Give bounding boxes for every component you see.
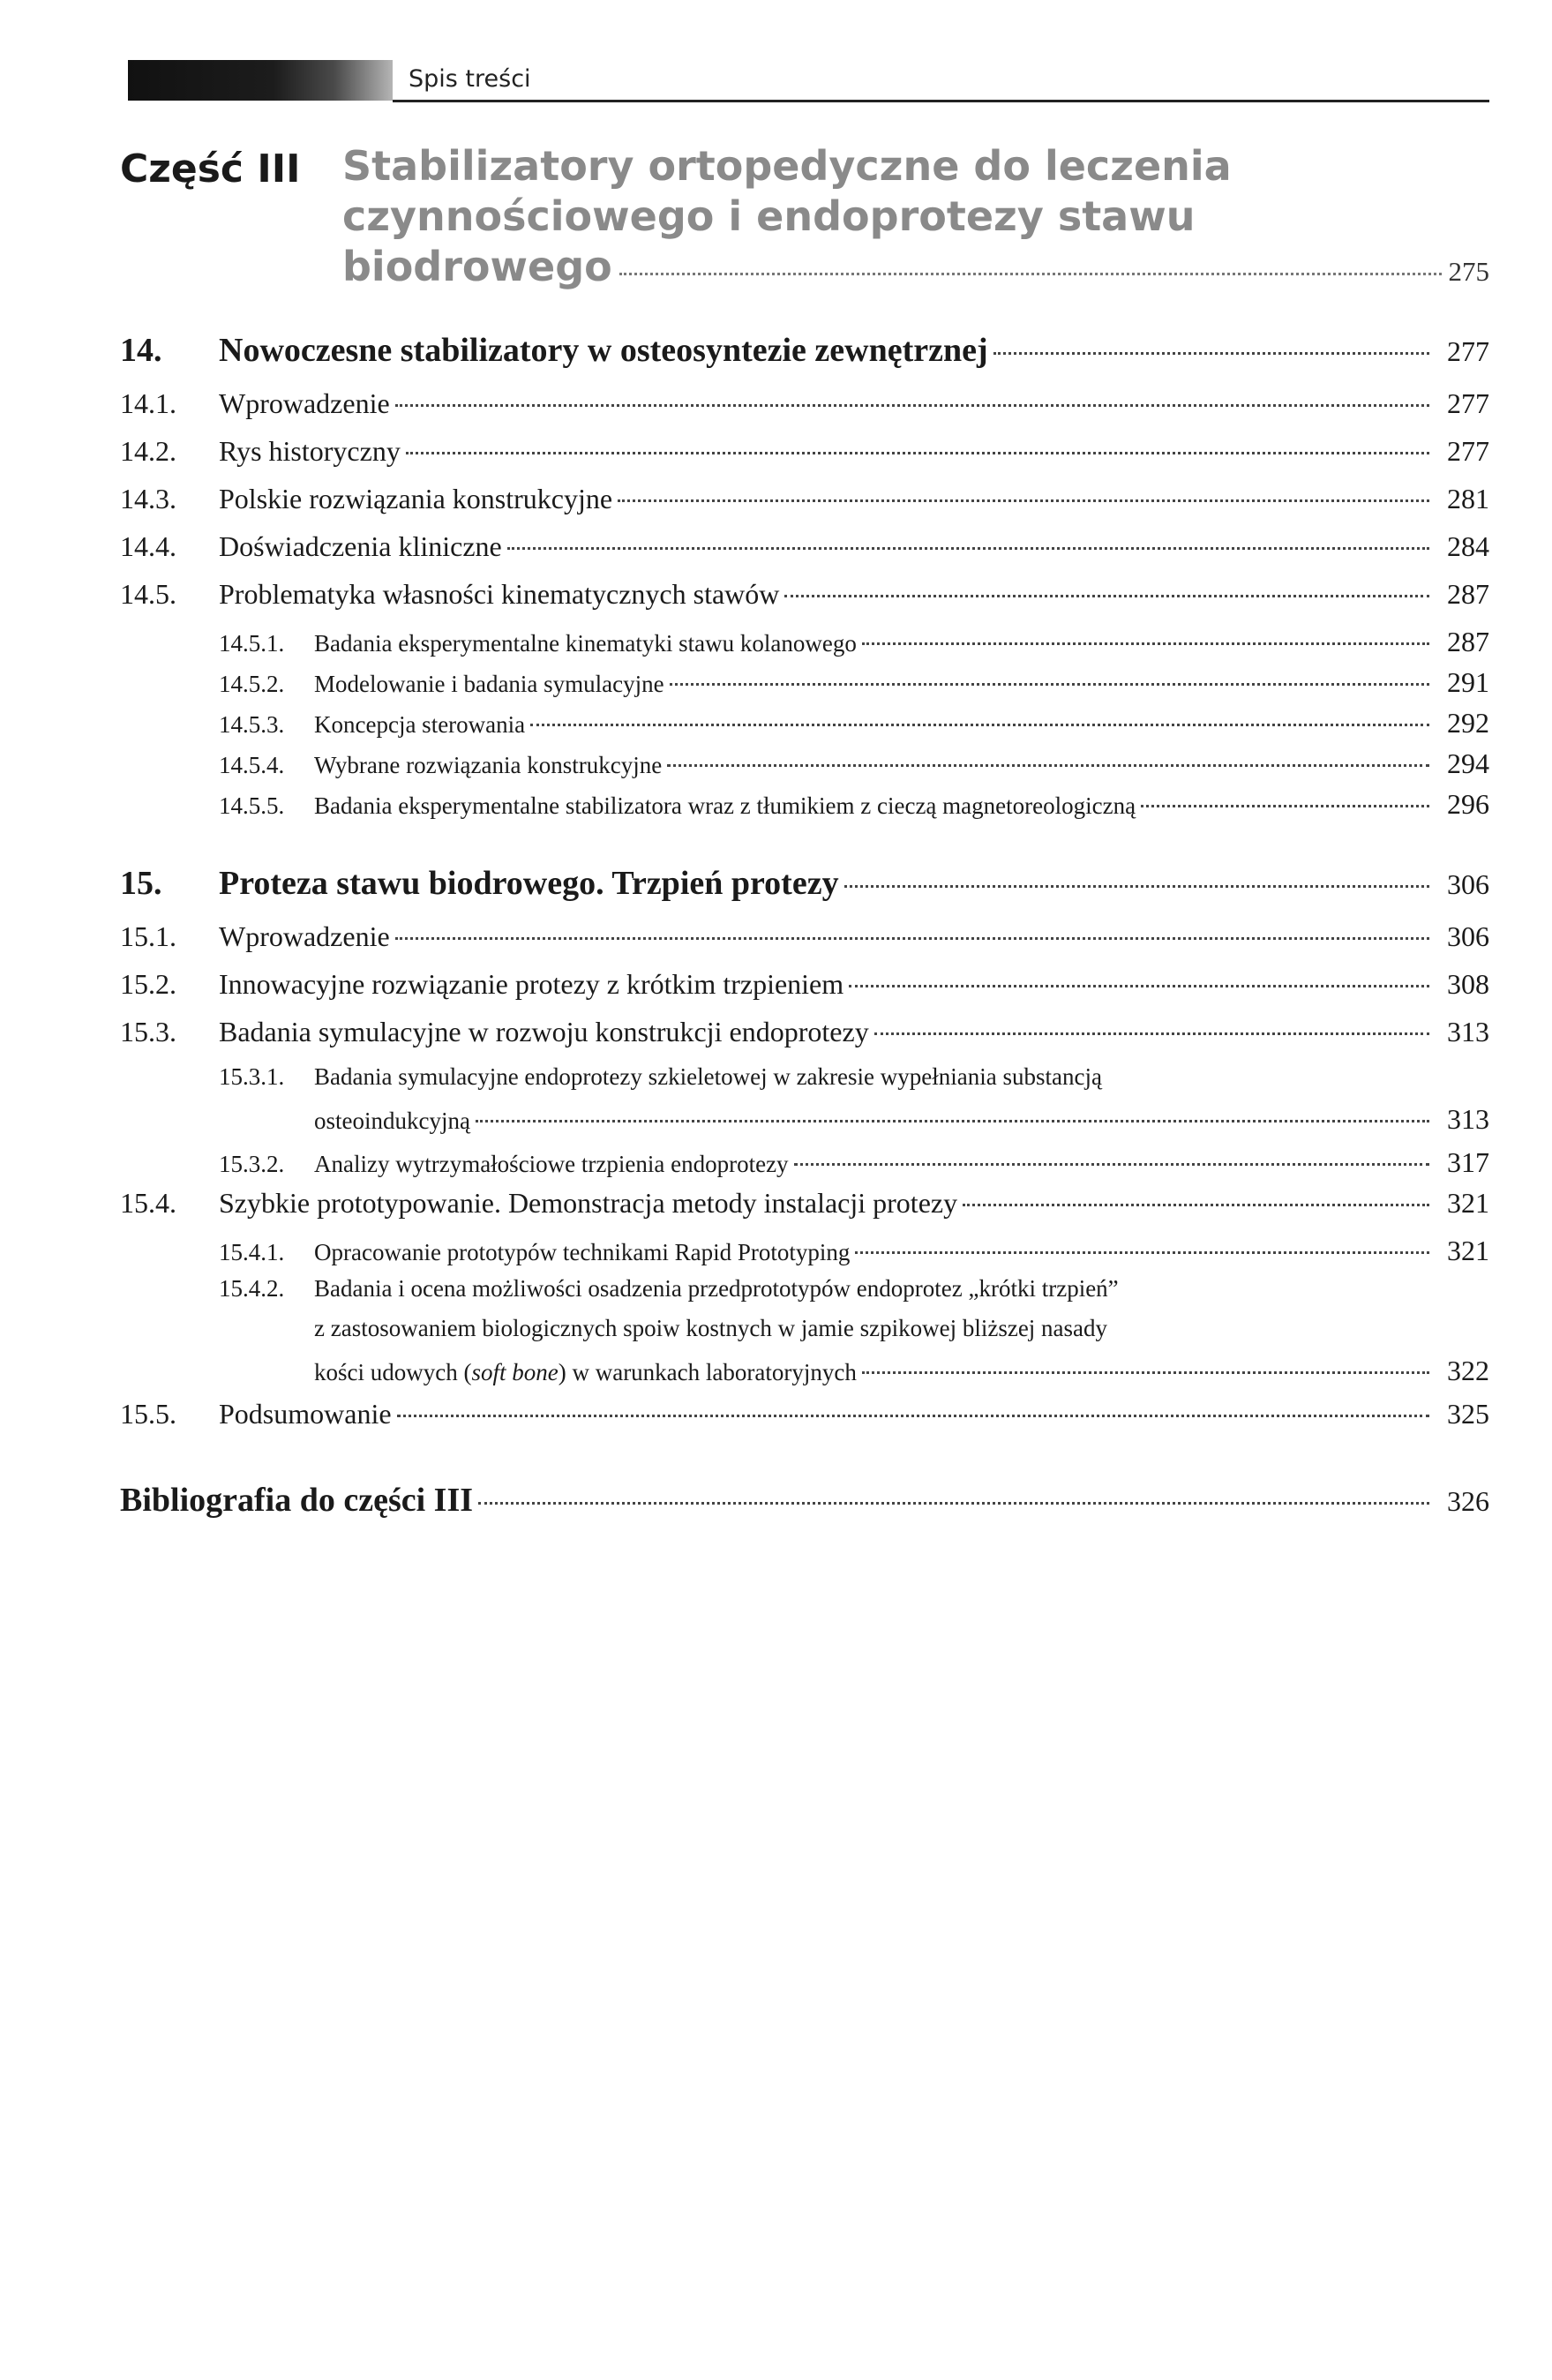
leader-dots [855,1251,1429,1254]
page-number: 281 [1447,483,1489,514]
chapter-title: Proteza stawu biodrowego. Trzpień protezy [219,865,839,902]
table-of-contents [120,331,1489,1534]
part-label: Część III [120,146,301,191]
toc-section-15-2[interactable] [120,968,1489,1016]
page-number: 326 [1447,1485,1489,1517]
toc-subsection-14-5-2[interactable] [120,666,1489,707]
toc-subsection-15-3-1[interactable] [120,1063,1489,1143]
leader-dots [667,764,1429,767]
running-head [128,60,1489,102]
page-number: 294 [1447,747,1489,779]
toc-subsection-14-5-5[interactable] [120,788,1489,829]
toc-section-15-5[interactable] [120,1398,1489,1445]
page-number: 277 [1447,335,1489,367]
page-number: 321 [1447,1187,1489,1219]
section-title: Rys historyczny [219,435,401,467]
leader-dots [784,595,1429,597]
toc-section-14-1[interactable] [120,387,1489,435]
toc-section-15-3[interactable] [120,1016,1489,1063]
toc-subsection-14-5-1[interactable] [120,626,1489,666]
leader-dots [874,1032,1429,1035]
section-title: Szybkie prototypowanie. Demonstracja metody instalacji protezy [219,1187,958,1219]
page-number: 313 [1447,1103,1489,1135]
toc-subsection-15-3-2[interactable] [120,1146,1489,1187]
section-number: 15.1. [120,920,176,952]
subsection-title: Badania eksperymentalne kinematyki stawu kolanowego [314,630,857,657]
title-italic-text: soft bone [471,1359,559,1385]
leader-dots [476,1120,1429,1122]
bibliography-title: Bibliografia do części III [120,1482,474,1519]
toc-chapter-14[interactable] [120,331,1489,387]
leader-dots [1141,805,1429,807]
subsection-title-line-3 [314,1359,857,1386]
section-title: Doświadczenia kliniczne [219,530,502,562]
page-number: 306 [1447,868,1489,900]
part-heading [120,141,1489,300]
spacer [120,829,1489,864]
subsection-number: 15.4.1. [219,1239,285,1265]
running-head-title: Spis treści [409,65,531,93]
page-number: 325 [1447,1398,1489,1430]
section-title: Polskie rozwiązania konstrukcyjne [219,483,613,514]
page-number: 313 [1447,1016,1489,1047]
page-number: 321 [1447,1235,1489,1266]
subsection-title: Modelowanie i badania symulacyjne [314,671,664,697]
subsection-number: 14.5.2. [219,671,285,697]
part-page-number: 275 [1448,256,1489,287]
chapter-number: 14. [120,332,162,369]
section-title: Badania symulacyjne w rozwoju konstrukcji endoprotezy [219,1016,869,1047]
subsection-number: 15.4.2. [219,1275,285,1302]
section-number: 14.4. [120,530,176,562]
leader-dots [993,352,1429,355]
toc-section-14-3[interactable] [120,483,1489,530]
part-title-line-1: Stabilizatory ortopedyczne do leczenia [342,142,1232,190]
section-number: 15.2. [120,968,176,1000]
section-title: Wprowadzenie [219,387,390,419]
section-title: Podsumowanie [219,1398,392,1430]
subsection-title: Wybrane rozwiązania konstrukcyjne [314,752,663,778]
toc-section-15-4[interactable] [120,1187,1489,1235]
page-number: 277 [1447,435,1489,467]
leader-dots [395,404,1429,407]
leader-dots [397,1415,1429,1417]
leader-dots [844,885,1429,888]
subsection-title: Koncepcja sterowania [314,711,526,738]
leader-dots [794,1163,1429,1166]
toc-section-14-4[interactable] [120,530,1489,578]
leader-dots [478,1502,1429,1505]
page-number: 291 [1447,666,1489,698]
part-title-line-3 [342,242,1489,297]
page-number: 296 [1447,788,1489,820]
part-title-line-3-text: biodrowego [342,243,612,290]
page-number: 284 [1447,530,1489,562]
part-title [342,141,1489,297]
subsection-number: 14.5.3. [219,711,285,738]
subsection-number: 14.5.4. [219,752,285,778]
section-number: 14.2. [120,435,176,467]
section-number: 14.5. [120,578,176,610]
chapter-number: 15. [120,865,162,902]
leader-dots [963,1204,1429,1206]
subsection-title: Badania eksperymentalne stabilizatora wraz z tłumikiem z cieczą magnetoreologiczną [314,792,1136,819]
leader-dots [849,985,1429,987]
page-number: 322 [1447,1355,1489,1386]
subsection-number: 15.3.2. [219,1151,285,1177]
page-number: 308 [1447,968,1489,1000]
spacer [120,1445,1489,1481]
section-title: Innowacyjne rozwiązanie protezy z krótkim trzpieniem [219,968,844,1000]
subsection-title-line-1: Badania i ocena możliwości osadzenia przedprototypów endoprotez „krótki trzpień” [314,1275,1119,1302]
part-title-line-2: czynnościowego i endoprotezy stawu [342,192,1196,240]
leader-dots [619,273,1442,275]
leader-dots [862,642,1429,645]
leader-dots [406,452,1429,454]
subsection-title-line-2: osteoindukcyjną [314,1107,470,1134]
section-title: Wprowadzenie [219,920,390,952]
leader-dots [670,683,1429,686]
toc-subsection-15-4-2[interactable] [120,1275,1489,1394]
subsection-title-line-1: Badania symulacyjne endoprotezy szkieletowej w zakresie wypełniania substancją [314,1063,1102,1090]
leader-dots [618,499,1429,502]
subsection-title: Analizy wytrzymałościowe trzpienia endoprotezy [314,1151,789,1177]
page-number: 317 [1447,1146,1489,1178]
toc-section-14-2[interactable] [120,435,1489,483]
toc-bibliography[interactable] [120,1481,1489,1534]
section-number: 14.3. [120,483,176,514]
subsection-number: 15.3.1. [219,1063,285,1090]
section-number: 15.4. [120,1187,176,1219]
subsection-number: 14.5.1. [219,630,285,657]
page-number: 287 [1447,578,1489,610]
running-head-bar [128,60,393,101]
toc-chapter-15[interactable] [120,864,1489,920]
leader-dots [395,937,1429,940]
subsection-number: 14.5.5. [219,792,285,819]
running-head-rule [393,100,1489,102]
title-text: kości udowych ( [314,1359,472,1385]
section-title: Problematyka własności kinematycznych stawów [219,578,780,610]
leader-dots [530,724,1429,726]
toc-subsection-15-4-1[interactable] [120,1235,1489,1275]
section-number: 15.3. [120,1016,176,1047]
toc-subsection-14-5-4[interactable] [120,747,1489,788]
section-number: 14.1. [120,387,176,419]
page-number: 306 [1447,920,1489,952]
toc-section-15-1[interactable] [120,920,1489,968]
toc-section-14-5[interactable] [120,578,1489,626]
page-number: 277 [1447,387,1489,419]
leader-dots [862,1371,1429,1374]
leader-dots [507,547,1429,550]
page-number: 292 [1447,707,1489,739]
chapter-title: Nowoczesne stabilizatory w osteosyntezie zewnętrznej [219,332,988,369]
subsection-title-line-2: z zastosowaniem biologicznych spoiw kostnych w jamie szpikowej bliższej nasady [314,1315,1108,1341]
title-text: ) w warunkach laboratoryjnych [558,1359,857,1385]
subsection-title: Opracowanie prototypów technikami Rapid Prototyping [314,1239,851,1265]
page-number: 287 [1447,626,1489,657]
section-number: 15.5. [120,1398,176,1430]
toc-subsection-14-5-3[interactable] [120,707,1489,747]
